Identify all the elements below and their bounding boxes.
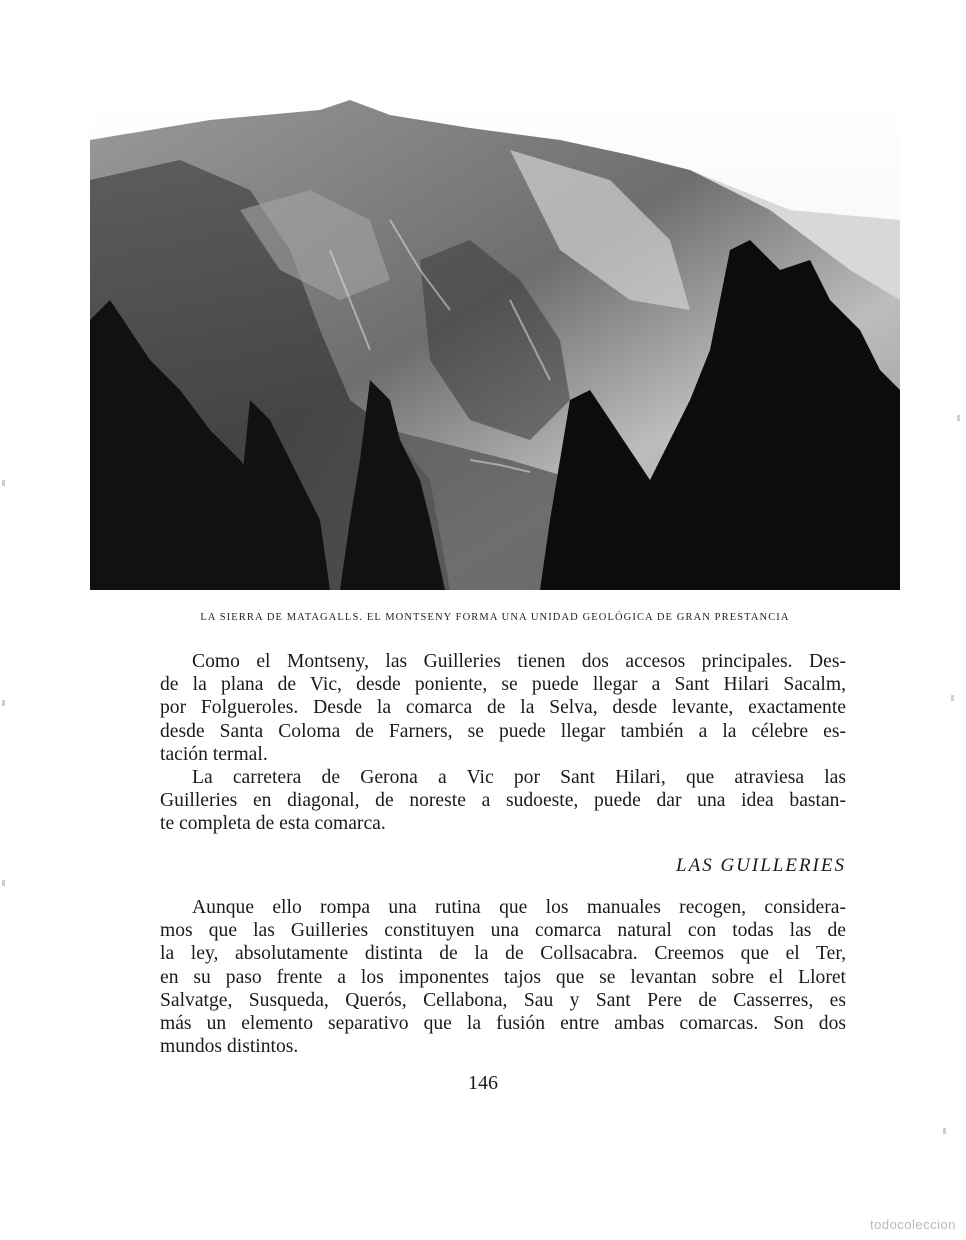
watermark: todocoleccion (870, 1217, 956, 1232)
mountain-photo (90, 100, 900, 590)
paragraph-3-line: mundos distintos. (160, 1036, 299, 1058)
paragraph-1-line: desde Santa Coloma de Farners, se puede llegar también a la célebre es- (160, 720, 846, 742)
paragraph-3-line: Aunque ello rompa una rutina que los manuales recogen, considera- (192, 897, 846, 918)
paragraph-1-line: Como el Montseny, las Guilleries tienen dos accesos principales. Des- (192, 651, 846, 672)
paragraph-2-line: Guilleries en diagonal, de noreste a sudoeste, puede dar una idea bastan- (160, 790, 846, 812)
paragraph-3-line: la ley, absolutamente distinta de la de Collsacabra. Creemos que el Ter, (160, 943, 846, 965)
paragraph-1-line: por Folgueroles. Desde la comarca de la Selva, desde levante, exactamente (160, 697, 846, 719)
paragraph-1-line: tación termal. (160, 743, 268, 765)
paragraph-1 (160, 650, 846, 766)
paragraph-1-line: de la plana de Vic, desde poniente, se puede llegar a Sant Hilari Sacalm, (160, 674, 846, 696)
paragraph-2-line: La carretera de Gerona a Vic por Sant Hilari, que atraviesa las (192, 767, 846, 788)
paragraph-2 (160, 766, 846, 836)
photo-caption: LA SIERRA DE MATAGALLS. EL MONTSENY FORMA UNA UNIDAD GEOLÓGICA DE GRAN PRESTANCIA (200, 612, 790, 623)
page-number: 146 (468, 1072, 498, 1094)
mountain-forest-illustration (90, 100, 900, 590)
paragraph-3-line: en su paso frente a los imponentes tajos que se levantan sobre el Lloret (160, 966, 846, 988)
paragraph-3-line: Salvatge, Susqueda, Querós, Cellabona, Sau y Sant Pere de Casserres, es (160, 989, 846, 1011)
paragraph-3-line: mos que las Guilleries constituyen una comarca natural con todas las de (160, 920, 846, 942)
paragraph-3-line: más un elemento separativo que la fusión entre ambas comarcas. Son dos (160, 1013, 846, 1035)
section-title: LAS GUILLERIES (676, 855, 846, 876)
paragraph-3 (160, 896, 846, 1058)
paragraph-2-line: te completa de esta comarca. (160, 813, 386, 835)
